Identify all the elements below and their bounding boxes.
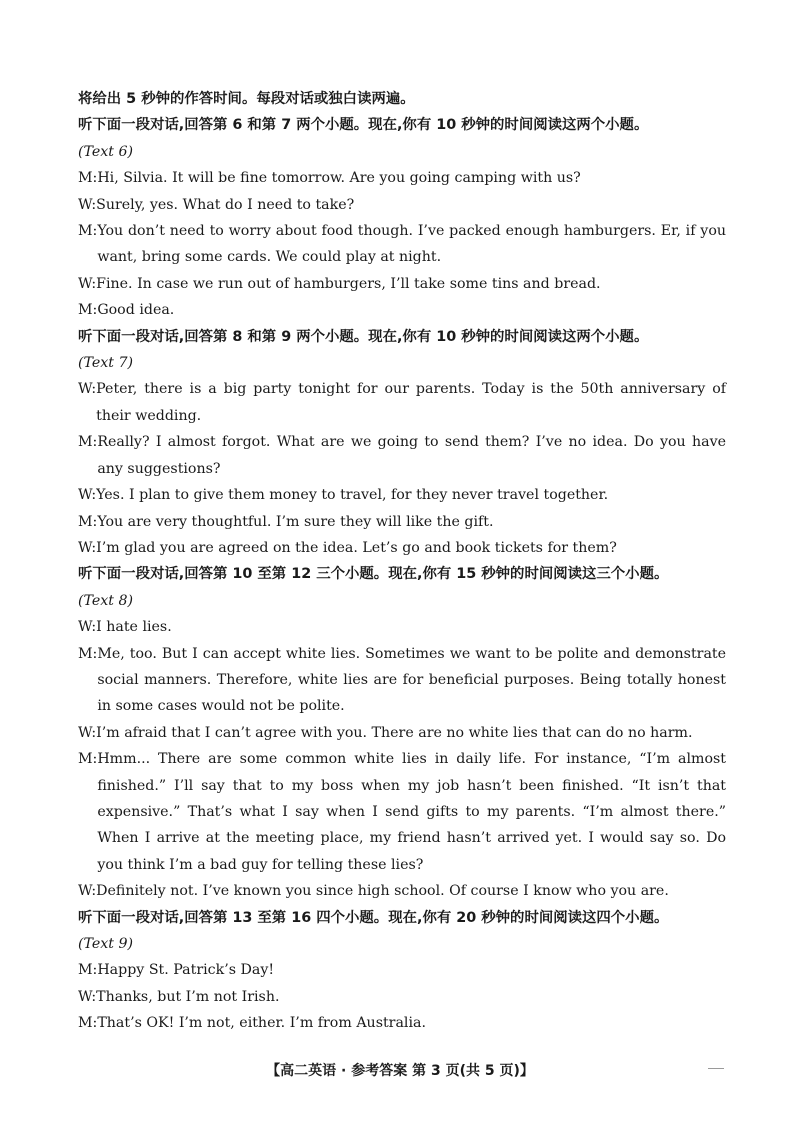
section-text-9 <box>78 905 726 1037</box>
section-label: (Text 8) <box>78 592 134 609</box>
utterance: Really? I almost forgot. What are we going to send them? I’ve no idea. Do you have any suggestions? <box>97 434 726 477</box>
speaker: W: <box>78 619 97 636</box>
section-instruction: 听下面一段对话,回答第 10 至第 12 三个小题。现在,你有 15 秒钟的时间阅读这三个小题。 <box>78 566 669 583</box>
speaker: M: <box>78 302 98 319</box>
section-label: (Text 7) <box>78 355 134 372</box>
speaker: M: <box>78 223 98 240</box>
speaker: M: <box>78 513 98 530</box>
utterance: Thanks, but I’m not Irish. <box>96 988 280 1005</box>
section-text-7 <box>78 324 726 562</box>
utterance: Good idea. <box>97 302 175 319</box>
utterance: That’s OK! I’m not, either. I’m from Australia. <box>97 1015 426 1032</box>
dialogue-turn <box>78 165 726 191</box>
utterance: You are very thoughtful. I’m sure they will like the gift. <box>97 513 494 530</box>
dialogue-turn <box>78 614 726 640</box>
utterance: I’m glad you are agreed on the idea. Let’s go and book tickets for them? <box>96 539 617 556</box>
speaker: W: <box>78 988 97 1005</box>
section-instruction: 听下面一段对话,回答第 8 和第 9 两个小题。现在,你有 10 秒钟的时间阅读这两个小题。 <box>78 328 649 345</box>
speaker: W: <box>78 487 97 504</box>
dialogue-turn <box>78 218 726 271</box>
dialogue-turn <box>78 878 726 904</box>
dialogue-turn <box>78 535 726 561</box>
dialogue-turn <box>78 641 726 720</box>
dialogue-turn <box>78 482 726 508</box>
dialogue-turn <box>78 192 726 218</box>
dialogue-turn <box>78 984 726 1010</box>
speaker: W: <box>78 196 97 213</box>
speaker: W: <box>78 381 97 398</box>
dialogue-turn <box>78 746 726 878</box>
decorative-dash <box>708 1068 724 1069</box>
speaker: M: <box>78 170 98 187</box>
speaker: W: <box>78 275 97 292</box>
dialogue-turn <box>78 429 726 482</box>
speaker: M: <box>78 751 98 768</box>
section-instruction: 听下面一段对话,回答第 6 和第 7 两个小题。现在,你有 10 秒钟的时间阅读这两个小题。 <box>78 117 649 134</box>
speaker: W: <box>78 724 97 741</box>
section-instruction: 听下面一段对话,回答第 13 至第 16 四个小题。现在,你有 20 秒钟的时间阅读这四个小题。 <box>78 909 669 926</box>
dialogue-turn <box>78 271 726 297</box>
speaker: M: <box>78 434 98 451</box>
utterance: Peter, there is a big party tonight for our parents. Today is the 50th anniversary of their wedding. <box>96 381 726 424</box>
utterance: I hate lies. <box>96 619 172 636</box>
section-text-6 <box>78 112 726 323</box>
header-note: 将给出 5 秒钟的作答时间。每段对话或独白读两遍。 <box>78 91 415 107</box>
dialogue-turn <box>78 957 726 983</box>
section-text-8 <box>78 561 726 904</box>
speaker: M: <box>78 962 98 979</box>
section-label: (Text 6) <box>78 143 134 160</box>
dialogue-turn <box>78 376 726 429</box>
utterance: Happy St. Patrick’s Day! <box>97 962 275 979</box>
utterance: You don’t need to worry about food though. I’ve packed enough hamburgers. Er, if you want, bring some cards. We could play at night. <box>97 223 726 266</box>
speaker: M: <box>78 1015 98 1032</box>
dialogue-turn <box>78 1010 726 1036</box>
utterance: Surely, yes. What do I need to take? <box>96 196 355 213</box>
section-label: (Text 9) <box>78 936 134 952</box>
dialogue-turn <box>78 297 726 323</box>
utterance: Definitely not. I’ve known you since high school. Of course I know who you are. <box>96 883 669 900</box>
utterance: Me, too. But I can accept white lies. Sometimes we want to be polite and demonstrate social manners. Therefore, white lies are for beneficial purposes. Being totally honest in some cases would not be polite. <box>97 645 726 715</box>
utterance: Yes. I plan to give them money to travel, for they never travel together. <box>96 487 609 504</box>
speaker: M: <box>78 645 98 662</box>
document-body <box>78 86 726 1037</box>
dialogue-turn <box>78 720 726 746</box>
page-footer: 【高二英语 · 参考答案 第 3 页(共 5 页)】 <box>266 1063 534 1079</box>
utterance: Fine. In case we run out of hamburgers, I’ll take some tins and bread. <box>96 275 601 292</box>
utterance: Hmm... There are some common white lies in daily life. For instance, “I’m almost finished.” I’ll say that to my boss when my job hasn’t been finished. “It isn’t that expensive.” That’s what I say when I send gifts to my parents. “I’m almost there.” When I arrive at the meeting place, my friend hasn’t arrived yet. I would say so. Do you think I’m a bad guy for telling these lies? <box>97 751 726 873</box>
utterance: Hi, Silvia. It will be fine tomorrow. Are you going camping with us? <box>97 170 581 187</box>
speaker: W: <box>78 539 97 556</box>
speaker: W: <box>78 883 97 900</box>
dialogue-turn <box>78 509 726 535</box>
utterance: I’m afraid that I can’t agree with you. There are no white lies that can do no harm. <box>96 724 693 741</box>
